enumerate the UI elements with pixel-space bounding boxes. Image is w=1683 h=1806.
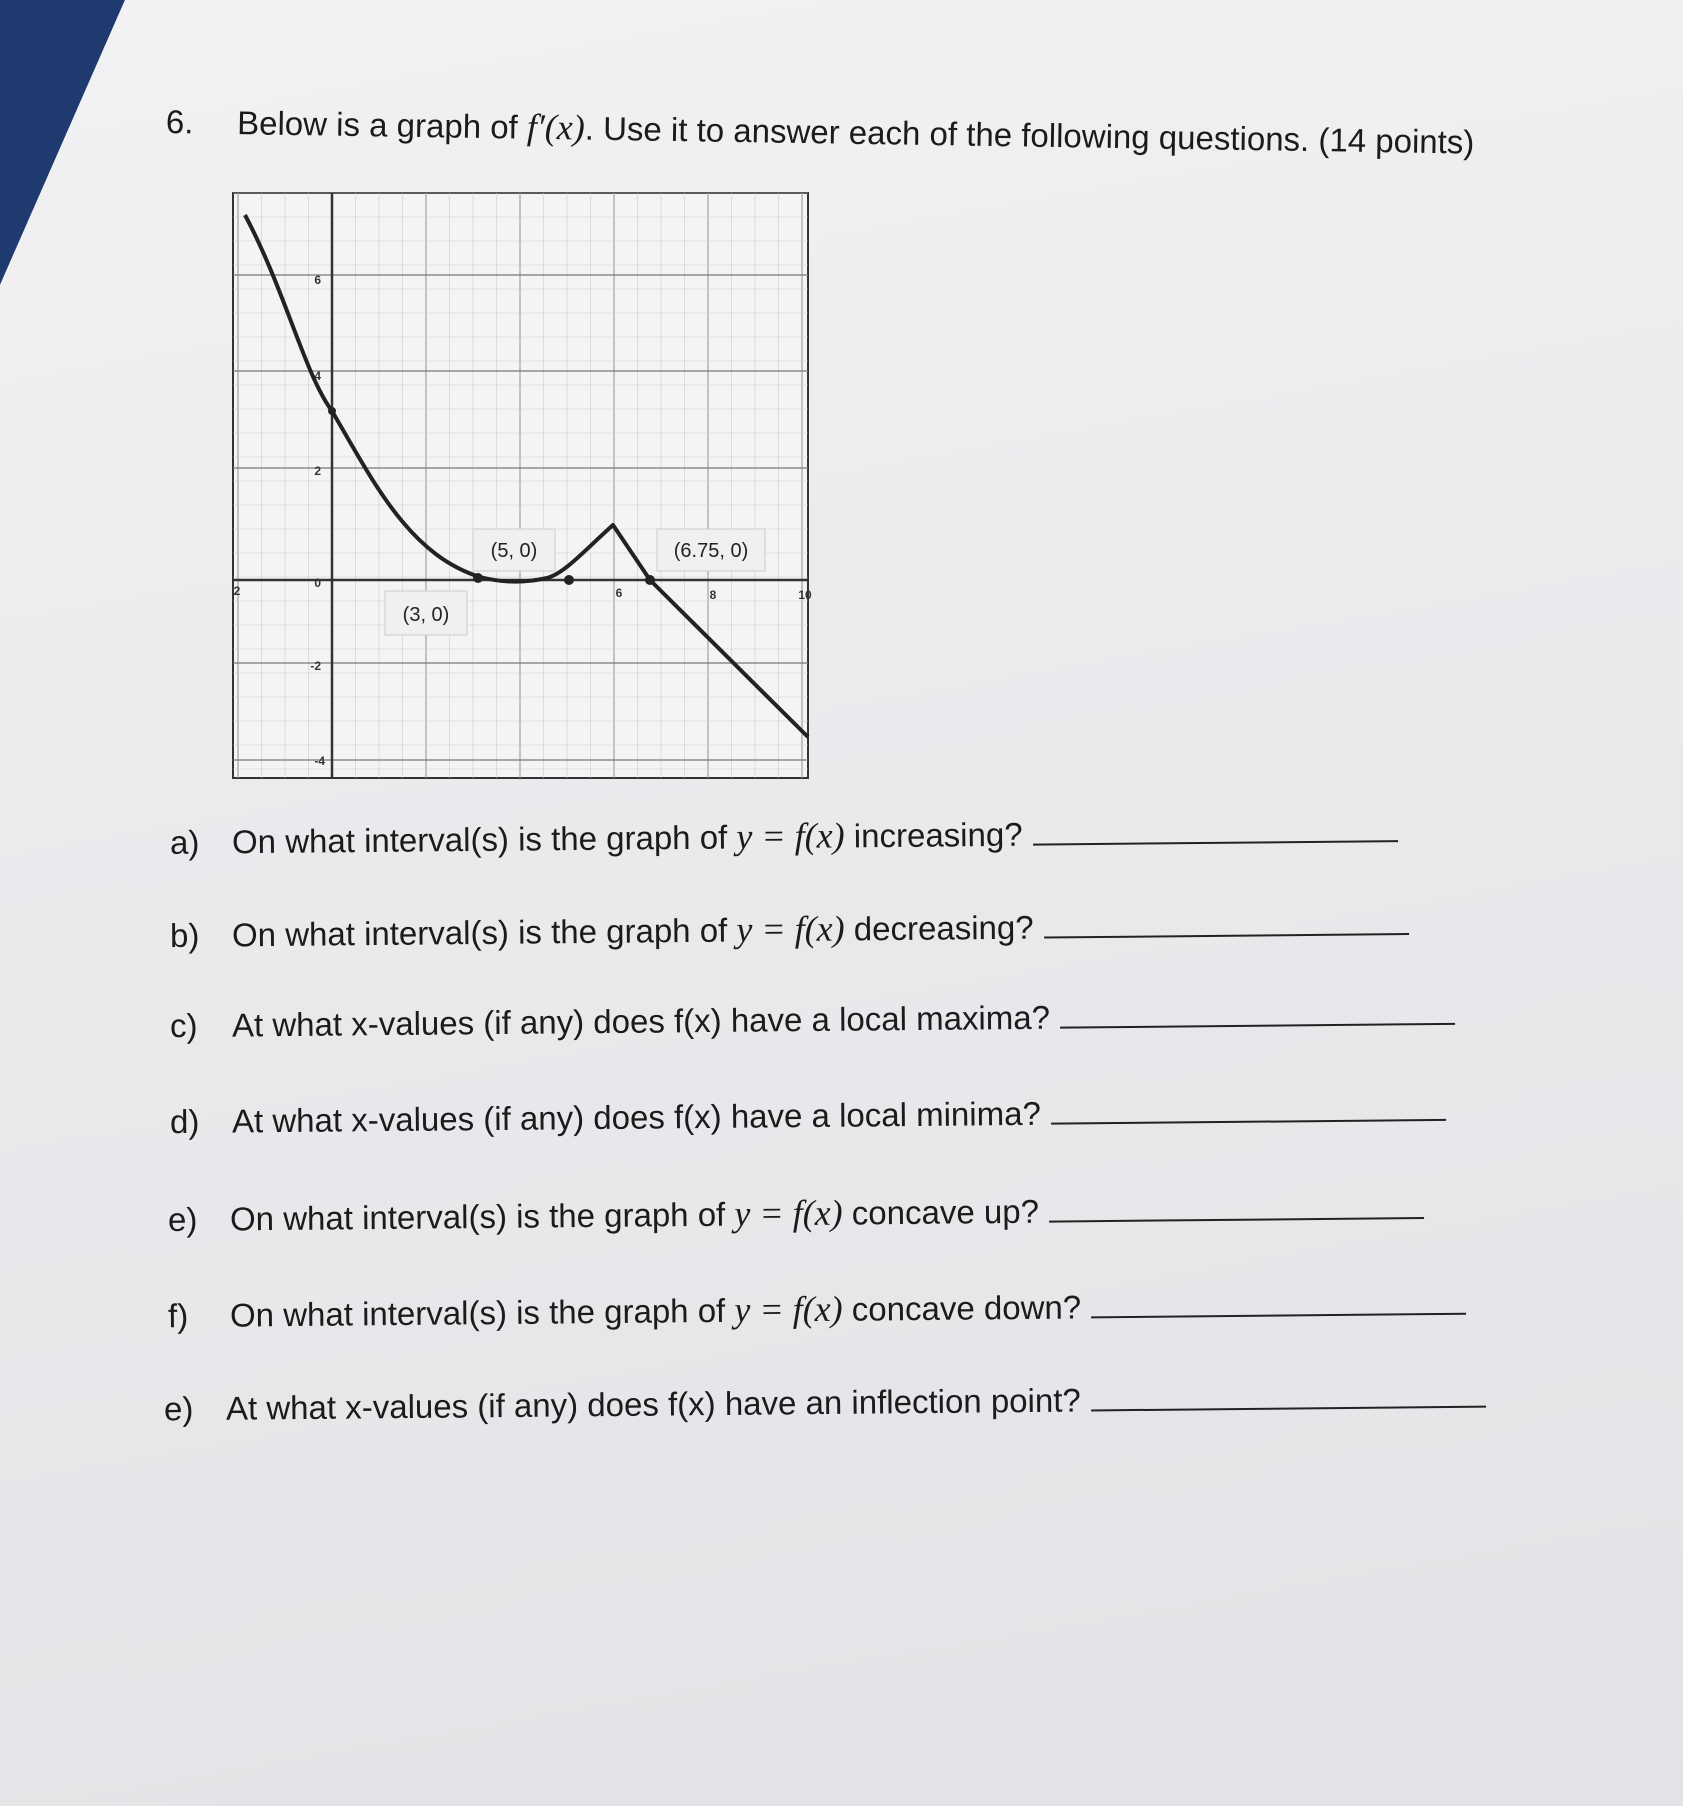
part-text-after: decreasing? [853, 908, 1034, 948]
part-text-after: increasing? [853, 815, 1023, 855]
x-tick-label: 8 [709, 588, 717, 602]
x-tick-label: 6 [615, 586, 623, 600]
curve-point [645, 575, 655, 585]
part-math: y = f(x) [736, 908, 845, 950]
part-label: c) [169, 1006, 198, 1045]
part-text-before: On what interval(s) is the graph of [229, 1291, 726, 1334]
part-math: y = f(x) [736, 815, 845, 857]
curve-point [473, 573, 483, 583]
answer-blank[interactable] [1033, 839, 1398, 846]
question-text-after: . Use it to answer each of the following questions. (14 points) [584, 109, 1475, 161]
question-number: 6. [165, 103, 194, 141]
x-tick-label: 2 [233, 584, 241, 598]
question-math: f′(x) [526, 106, 586, 148]
answer-blank[interactable] [1051, 1118, 1446, 1125]
part-label: d) [169, 1102, 200, 1141]
annotation-label: (6.75, 0) [673, 540, 749, 562]
answer-blank[interactable] [1044, 932, 1409, 939]
question-text-before: Below is a graph of [236, 104, 519, 146]
part-text-before: On what interval(s) is the graph of [231, 911, 728, 954]
answer-blank[interactable] [1060, 1022, 1455, 1029]
part-math: y = f(x) [734, 1192, 843, 1234]
annotation-label: (5, 0) [490, 540, 538, 562]
answer-blank[interactable] [1091, 1312, 1466, 1319]
y-tick-label: 6 [314, 273, 321, 287]
part-text-before: At what x-values (if any) does f(x) have a local minima? [231, 1094, 1041, 1140]
part-text-before: At what x-values (if any) does f(x) have an inflection point? [225, 1381, 1081, 1427]
derivative-graph [225, 185, 825, 785]
part-label: b) [169, 916, 200, 954]
answer-blank[interactable] [1091, 1405, 1486, 1412]
part-label: e) [163, 1390, 194, 1428]
curve-point [328, 407, 336, 415]
annotation-label: (3, 0) [402, 604, 450, 626]
part-label: a) [169, 823, 200, 861]
part-text-before: On what interval(s) is the graph of [229, 1195, 726, 1238]
part-text-before: At what x-values (if any) does f(x) have a local maxima? [231, 998, 1051, 1044]
part-math: y = f(x) [734, 1288, 843, 1330]
answer-blank[interactable] [1049, 1216, 1424, 1223]
part-text-after: concave down? [851, 1288, 1082, 1328]
y-tick-label: 4 [314, 369, 321, 383]
y-tick-label: -2 [310, 659, 321, 673]
y-tick-label: -4 [314, 754, 325, 768]
y-tick-label: 2 [314, 464, 321, 478]
x-tick-label: 10 [798, 588, 812, 602]
part-label: f) [167, 1297, 189, 1335]
part-label: e) [167, 1200, 198, 1239]
part-text-after: concave up? [851, 1192, 1040, 1232]
curve-point [564, 575, 574, 585]
y-tick-label: 0 [314, 576, 321, 590]
part-text-before: On what interval(s) is the graph of [231, 818, 728, 861]
